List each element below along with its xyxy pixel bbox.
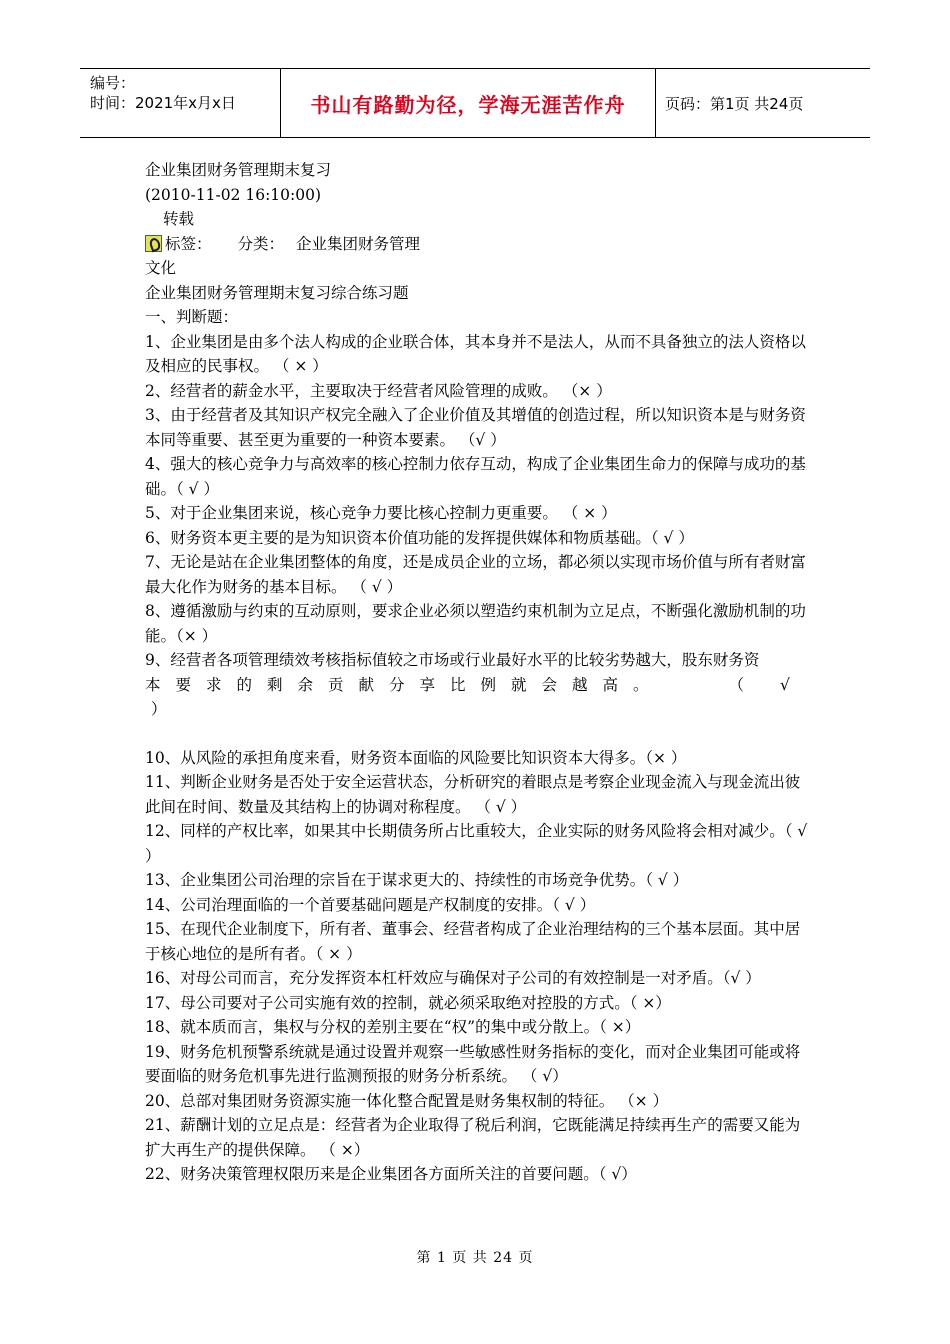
tag-row	[145, 232, 810, 257]
question-item: 15、在现代企业制度下，所有者、董事会、经营者构成了企业治理结构的三个基本层面。其中居于核心地位的是所有者。（ × ）	[145, 920, 801, 963]
tag-culture[interactable]: 文化	[145, 259, 177, 277]
question-line	[145, 673, 810, 698]
tag-label: 标签：	[165, 234, 212, 253]
answer-open: （	[728, 675, 745, 694]
question-item: 20、总部对集团财务资源实施一体化整合配置是财务集权制的特征。 （× ）	[145, 1091, 669, 1110]
question-item: 19、财务危机预警系统就是通过设置并观察一些敏感性财务指标的变化，而对企业集团可能或将要面临的财务危机事先进行监测预报的财务分析系统。 （ √）	[145, 1042, 801, 1085]
category-link[interactable]: 企业集团财务管理	[296, 234, 421, 253]
question-item: 8、遵循激励与约束的互动原则，要求企业必须以塑造约束机制为立足点，不断强化激励机制的功能。（× ）	[145, 602, 806, 645]
page-header	[80, 68, 870, 138]
question-item: 21、薪酬计划的立足点是：经营者为企业取得了税后利润，它既能满足持续再生产的需要又能为扩大再生产的提供保障。 （ ×）	[145, 1116, 801, 1159]
question-item: 18、就本质而言，集权与分权的差别主要在“权”的集中或分散上。（ ×）	[145, 1018, 641, 1036]
question-item: 4、强大的核心竞争力与高效率的核心控制力依存互动，构成了企业集团生命力的保障与成功的基础。（ √ ）	[145, 455, 806, 498]
question-item: 3、由于经营者及其知识产权完全融入了企业价值及其增值的创造过程，所以知识资本是与财务资本同等重要、甚至更为重要的一种资本要素。 （√ ）	[145, 406, 806, 449]
page-footer: 第 1 页 共 24 页	[416, 1250, 534, 1266]
doc-subtitle: 企业集团财务管理期末复习综合练习题	[145, 283, 409, 302]
question-item: 7、无论是站在企业集团整体的角度，还是成员企业的立场，都必须以实现市场价值与所有者财富最大化作为财务的基本目标。 （ √ ）	[145, 553, 806, 596]
header-page-info	[655, 69, 880, 137]
document-time: 时间：2021年x月x日	[90, 94, 236, 112]
answer-mark: √	[780, 675, 790, 694]
question-item: 2、经营者的薪金水平，主要取决于经营者风险管理的成败。 （× ）	[145, 381, 612, 400]
category-label: 分类：	[237, 234, 285, 253]
spacer	[145, 722, 810, 746]
question-item	[145, 648, 810, 722]
section-heading: 一、判断题：	[145, 308, 239, 326]
question-item: 12、同样的产权比率，如果其中长期债务所占比重较大，企业实际的财务风险将会相对减少。（ √ ）	[145, 822, 808, 865]
question-item: 14、公司治理面临的一个首要基础问题是产权制度的安排。（ √ ）	[145, 895, 596, 914]
question-item: 13、企业集团公司治理的宗旨在于谋求更大的、持续性的市场竞争优势。（ √ ）	[145, 871, 689, 889]
header-meta	[80, 69, 280, 137]
question-item: 6、财务资本更主要的是为知识资本价值功能的发挥提供媒体和物质基础。（ √ ）	[145, 528, 694, 547]
question-item: 11、判断企业财务是否处于安全运营状态，分析研究的着眼点是考察企业现金流入与现金流出彼此间在时间、数量及其结构上的协调对称程度。 （ √ ）	[145, 773, 801, 816]
repost-label[interactable]: 转载	[163, 210, 195, 228]
question-item: 17、母公司要对子公司实施有效的控制，就必须采取绝对控股的方式。（ ×）	[145, 993, 671, 1012]
question-item: 5、对于企业集团来说，核心竞争力要比核心控制力更重要。 （ × ）	[145, 504, 617, 522]
tag-icon	[145, 235, 162, 252]
question-line: 9、经营者各项管理绩效考核指标值较之市场或行业最好水平的比较劣势越大，股东财务资	[145, 651, 760, 669]
header-motto-cell	[280, 69, 656, 137]
document-number: 编号：	[90, 74, 136, 92]
question-item: 1、企业集团是由多个法人构成的企业联合体，其本身并不是法人，从而不具备独立的法人资格以及相应的民事权。 （ × ）	[145, 332, 806, 375]
answer-close: ）	[151, 700, 167, 718]
question-spaced-text: 本要求的剩余贡献分享比例就会越高。	[145, 675, 664, 694]
motto: 书山有路勤为径，学海无涯苦作舟	[310, 92, 626, 117]
doc-title: 企业集团财务管理期末复习	[145, 161, 332, 179]
doc-datetime: (2010-11-02 16:10:00)	[145, 185, 322, 204]
question-item: 22、财务决策管理权限历来是企业集团各方面所关注的首要问题。（ √）	[145, 1165, 637, 1183]
page-info: 页码：第1页 共24页	[665, 94, 804, 113]
document-body	[145, 158, 810, 1187]
question-item: 10、从风险的承担角度来看，财务资本面临的风险要比知识资本大得多。（× ）	[145, 748, 687, 767]
question-item: 16、对母公司而言，充分发挥资本杠杆效应与确保对子公司的有效控制是一对矛盾。（√ ）	[145, 969, 761, 987]
